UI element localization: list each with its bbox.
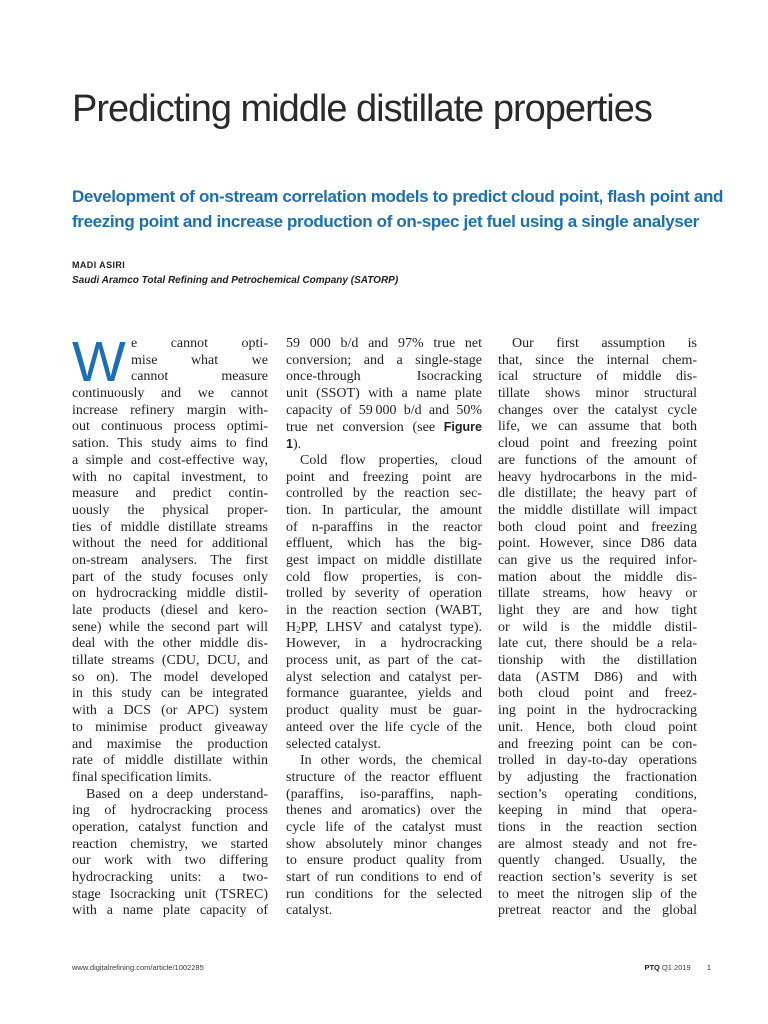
paragraph xyxy=(498,336,697,920)
text-line: are almost steady and not fre- xyxy=(498,836,697,852)
text-line: tillate streams (CDU, DCU, and xyxy=(72,653,268,669)
text-line: in this study can be integrated xyxy=(72,686,268,702)
text-line: selected catalyst. xyxy=(286,736,381,752)
text-line: ing point in the hydrocracking xyxy=(498,703,697,719)
text-line: life, we can assume that both xyxy=(498,419,697,435)
text-line: without the need for additional xyxy=(72,536,268,552)
text-segment: true net conversion (see xyxy=(286,420,444,436)
text-line: and freezing point can be con- xyxy=(498,736,697,752)
author-name: MADI ASIRI xyxy=(72,260,126,270)
text-line: mation about the middle dis- xyxy=(498,569,697,585)
text-line: 59 000 b/d and 97% true net xyxy=(286,336,482,351)
text-line: ties of middle distillate streams xyxy=(72,519,268,535)
text-line: cold flow properties, is con- xyxy=(286,569,482,585)
text-line: effluent, which has the big- xyxy=(286,536,482,552)
text-line: part of the study focuses only xyxy=(72,569,268,585)
footer-url: www.digitalrefining.com/article/1002285 xyxy=(72,963,204,972)
text-line: formance guarantee, yields and xyxy=(286,686,482,702)
text-line: are functions of the amount of xyxy=(498,452,697,468)
text-line: keeping in mind that opera- xyxy=(498,803,697,819)
text-line: late cut, there should be a rela- xyxy=(498,636,697,652)
text-line: uously the physical proper- xyxy=(72,502,268,518)
text-segment: PP, LHSV and catalyst type). xyxy=(300,619,482,635)
article-subtitle xyxy=(72,184,723,234)
text-line: dle distillate; the heavy part of xyxy=(498,486,697,502)
text-line: with a DCS (or APC) system xyxy=(72,703,268,719)
text-line xyxy=(286,620,482,637)
author-affiliation: Saudi Aramco Total Refining and Petrochemical Company (SATORP) xyxy=(72,275,399,286)
text-line: cannot measure xyxy=(131,369,268,385)
text-line: a simple and cost-effective way, xyxy=(72,452,268,468)
text-line: that, since the internal chem- xyxy=(498,352,697,368)
text-line: However, in a hydrocracking xyxy=(286,636,482,652)
text-line: mise what we xyxy=(131,352,268,368)
text-line: in the reaction section (WABT, xyxy=(286,603,482,618)
text-line: unit. Hence, both cloud point xyxy=(498,719,697,735)
text-line: both cloud point and freezing xyxy=(498,519,697,535)
text-line: changes over the catalyst cycle xyxy=(498,402,697,418)
text-column-3 xyxy=(498,336,697,920)
text-line: start of run conditions to end of xyxy=(286,870,482,885)
subtitle-line: Development of on-stream correlation models to predict cloud point, flash point and xyxy=(72,187,724,206)
text-line: pretreat reactor and the global xyxy=(498,903,697,919)
text-line: by adjusting the fractionation xyxy=(498,769,697,785)
text-column-2 xyxy=(286,336,482,920)
text-line: cycle life of the catalyst must xyxy=(286,819,482,835)
text-segment: ). xyxy=(292,437,302,453)
text-line: structure of the reactor effluent xyxy=(286,769,482,785)
text-line xyxy=(286,419,482,436)
text-line: so on). The model developed xyxy=(72,669,268,685)
text-line: anteed over the life cycle of the xyxy=(286,719,482,735)
text-line: (paraffins, iso-paraffins, naph- xyxy=(286,786,482,802)
text-line: light they are and how tight xyxy=(498,603,697,618)
text-line: reaction chemistry, we started xyxy=(72,836,268,852)
paragraph xyxy=(72,787,268,921)
text-line: controlled by the reaction sec- xyxy=(286,486,482,502)
text-line: hydrocracking units: a two- xyxy=(72,870,268,885)
text-line: Our first assumption is xyxy=(512,336,697,351)
text-line: tion. In particular, the amount xyxy=(286,502,482,518)
subtitle-line: freezing point and increase production of on-spec jet fuel using a single analyser xyxy=(72,212,699,231)
text-line: tions in the reaction section xyxy=(498,819,697,835)
figure-reference: 1 xyxy=(286,437,293,452)
text-line: increase refinery margin with- xyxy=(72,402,268,418)
text-line: tillate streams, how heavy or xyxy=(498,586,697,602)
text-line: on hydrocracking middle distil- xyxy=(72,586,268,602)
text-line: sation. This study aims to find xyxy=(72,436,268,452)
text-line: sene) while the second part will xyxy=(72,619,268,635)
text-line: out continuous process optimi- xyxy=(72,419,268,435)
text-line: or wild is the middle distil- xyxy=(498,619,697,635)
text-line: the middle distillate will impact xyxy=(498,502,697,518)
text-line: Cold flow properties, cloud xyxy=(300,452,482,468)
article-title: Predicting middle distillate properties xyxy=(72,88,652,130)
text-line: capacity of 59 000 b/d and 50% xyxy=(286,402,482,418)
text-line: late products (diesel and kero- xyxy=(72,603,268,618)
text-line: ical structure of middle dis- xyxy=(498,369,697,385)
text-line: and maximise the production xyxy=(72,736,268,752)
text-line: unit (SSOT) with a name plate xyxy=(286,386,482,402)
text-line: show absolutely minor changes xyxy=(286,836,482,852)
text-line: can give us the required infor- xyxy=(498,552,697,568)
text-line: cloud point and freezing point xyxy=(498,436,697,452)
paragraph xyxy=(286,453,482,753)
text-line: with a name plate capacity of xyxy=(72,903,268,919)
text-line: rate of middle distillate within xyxy=(72,753,268,769)
text-segment: H xyxy=(286,619,297,635)
text-line: on-stream analysers. The first xyxy=(72,552,268,568)
paragraph xyxy=(286,753,482,920)
text-line: ing of hydrocracking process xyxy=(72,803,268,819)
text-line: alyst selection and catalyst per- xyxy=(286,669,482,685)
paragraph xyxy=(72,330,268,787)
text-line: tionship with the distillation xyxy=(498,653,697,669)
page-number: 1 xyxy=(706,963,711,972)
text-line: to meet the nitrogen slip of the xyxy=(498,886,697,902)
text-line xyxy=(286,436,482,453)
text-line: product quality must be guar- xyxy=(286,703,482,719)
text-line: measure and predict contin- xyxy=(72,486,268,502)
text-line: In other words, the chemical xyxy=(300,753,482,769)
text-line: process unit, as part of the cat- xyxy=(286,653,482,669)
footer-issue: Q1 2019 xyxy=(661,963,691,972)
footer-publication: PTQ xyxy=(644,963,660,972)
text-line: run conditions for the selected xyxy=(286,886,482,902)
text-line: section’s operating conditions, xyxy=(498,786,697,802)
figure-reference: Figure xyxy=(443,420,482,435)
text-line: point and freezing point are xyxy=(286,469,482,485)
text-line: thenes and aromatics) over the xyxy=(286,803,482,819)
text-line: trolled by severity of operation xyxy=(286,586,482,602)
text-line: to ensure product quality from xyxy=(286,853,482,869)
text-line: gest impact on middle distillate xyxy=(286,552,482,568)
text-line: Based on a deep understand- xyxy=(86,786,268,802)
drop-cap: W xyxy=(72,330,126,394)
text-line: trolled in day-to-day operations xyxy=(498,753,697,769)
paragraph xyxy=(286,336,482,453)
text-line: quently changed. Usually, the xyxy=(498,853,697,869)
subscript: 2 xyxy=(296,624,301,635)
text-line: deal with the other middle dis- xyxy=(72,636,268,652)
text-line: final specification limits. xyxy=(72,769,212,785)
text-line: stage Isocracking unit (TSREC) xyxy=(72,886,268,902)
text-line: conversion; and a single-stage xyxy=(286,352,482,368)
text-column-1 xyxy=(72,330,268,920)
text-line: with no capital investment, to xyxy=(72,469,268,485)
text-line: both cloud point and freez- xyxy=(498,686,697,702)
text-line: point. However, since D86 data xyxy=(498,536,697,552)
text-line: e cannot opti- xyxy=(131,336,268,351)
text-line: operation, catalyst function and xyxy=(72,819,268,835)
text-line: once-through Isocracking xyxy=(286,369,482,385)
text-line: data (ASTM D86) and with xyxy=(498,669,697,685)
text-line: catalyst. xyxy=(286,903,333,919)
text-line: heavy hydrocarbons in the mid- xyxy=(498,469,697,485)
text-line: tillate shows minor structural xyxy=(498,386,697,402)
text-line: reaction section’s severity is set xyxy=(498,870,697,885)
text-line: our work with two differing xyxy=(72,853,268,869)
text-line: continuously and we cannot xyxy=(72,386,268,402)
text-line: of n-paraffins in the reactor xyxy=(286,519,482,535)
text-line: to minimise product giveaway xyxy=(72,719,268,735)
footer-folio xyxy=(644,963,711,973)
